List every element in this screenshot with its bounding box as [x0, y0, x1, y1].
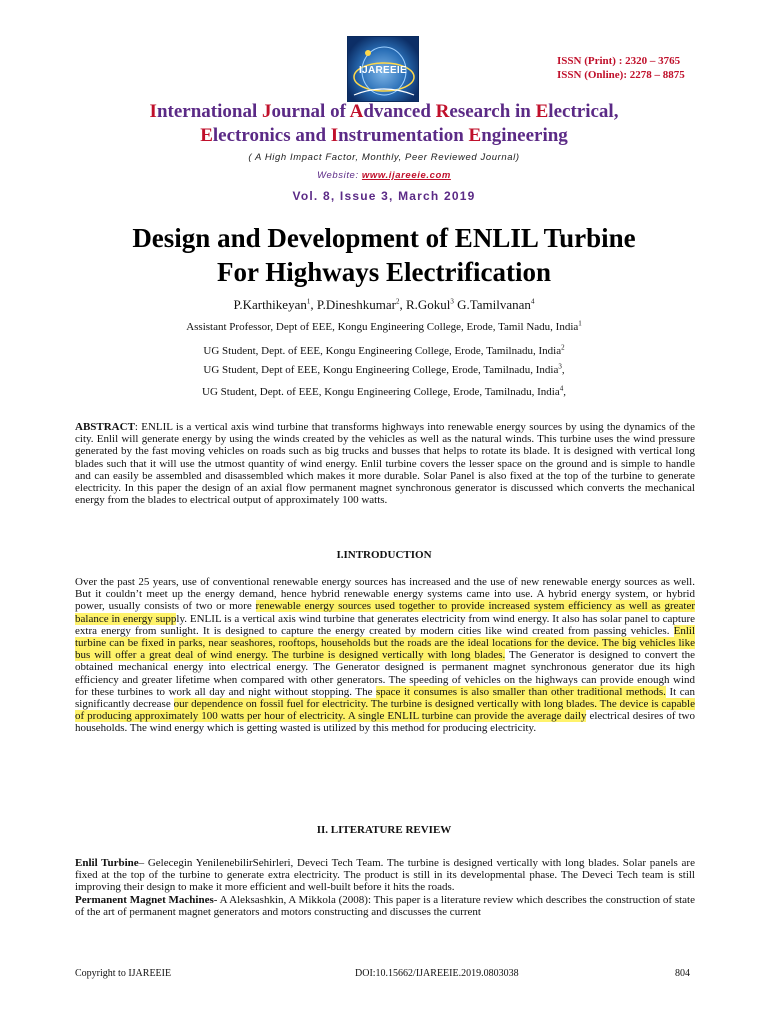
journal-title-word: dvanced: [363, 101, 436, 122]
author-list: [0, 297, 768, 313]
journal-title-initial: R: [435, 101, 450, 122]
affiliation-2: [0, 345, 768, 357]
author-separator: ,: [399, 297, 406, 312]
intro-text-segment: It can significantly decrease: [75, 685, 695, 711]
journal-subtitle: ( A High Impact Factor, Monthly, Peer Reviewed Journal): [248, 152, 520, 163]
intro-text-segment: electrical desires of two households. The wind energy which is getting wasted is utilized by this method for producing electricity.: [75, 710, 695, 735]
journal-title: [0, 100, 768, 148]
author-superscript: 3: [450, 297, 454, 306]
journal-title-initial: E: [468, 125, 482, 146]
volume-issue: Vol. 8, Issue 3, March 2019: [292, 189, 476, 203]
section-heading-literature-review: II. LITERATURE REVIEW: [316, 824, 452, 836]
affiliation-1: [0, 321, 768, 333]
affiliation-3: [0, 364, 768, 376]
author-name: P.Dineshkumar: [316, 297, 396, 312]
journal-title-line-1: [0, 100, 768, 124]
journal-title-initial: J: [261, 101, 272, 122]
journal-title-initial: E: [200, 125, 213, 146]
logo-text: IJAREEIE: [359, 65, 407, 76]
affiliation-tail: ,: [563, 386, 566, 398]
journal-title-initial: E: [535, 101, 549, 122]
paper-title: [40, 221, 728, 289]
enlil-turbine-label: Enlil Turbine: [75, 857, 139, 869]
author-name: G.Tamilvanan: [457, 297, 531, 312]
affiliation-superscript: 2: [561, 343, 565, 352]
highlighted-text: renewable energy sources used together to provide increased system efficiency as well as greater balance in energy supp: [75, 600, 696, 625]
journal-title-word: lectrical,: [548, 101, 619, 122]
author-superscript: 4: [530, 297, 535, 306]
issn-block: [557, 54, 685, 82]
abstract-label: ABSTRACT: [75, 421, 135, 433]
paper-title-line-2: For Highways Electrification: [217, 257, 551, 287]
affiliation-text: UG Student, Dept. of EEE, Kongu Engineering College, Erode, Tamilnadu, India: [203, 345, 562, 357]
intro-text-segment: The Generator is designed to convert the obtained mechanical energy into electrical energy. The Generator designed is permanent magnet synchronous generator due its high efficiency and greater lifetime when compared with other generators. The speeding of vehicles on the highways can provide enough wind for these turbines to work all day and night without stopping. The: [75, 649, 696, 698]
affiliation-superscript: 4: [559, 384, 564, 393]
journal-website: [0, 170, 768, 181]
literature-paragraph-2-text: - A Aleksashkin, A Mikkola (2008): This paper is a literature review which describes the construction of state of the art of permanent magnet generators and motors constructing and discusses the current: [75, 893, 695, 918]
journal-title-word: ournal of: [271, 101, 350, 122]
author-name: R.Gokul: [405, 297, 451, 312]
journal-title-initial: A: [349, 101, 364, 122]
intro-text-segment: Over the past 25 years, use of conventional renewable energy sources has increased and the use of new renewable energy sources as well. But it couldn’t meet up the energy demand, hence hybrid renewable energy systems came into use. A hybrid energy system, or hybrid power, usually consists of two or more: [75, 576, 695, 613]
introduction-text: [75, 576, 695, 735]
affiliation-text: Assistant Professor, Dept of EEE, Kongu Engineering College, Erode, Tamil Nadu, India: [186, 321, 579, 333]
affiliation-text: UG Student, Dept of EEE, Kongu Engineering College, Erode, Tamilnadu, India: [203, 364, 559, 376]
author-superscript: 1: [306, 297, 311, 306]
journal-title-word: ngineering: [481, 125, 568, 146]
website-link[interactable]: www.ijareeie.com: [361, 170, 451, 181]
abstract-text: : ENLIL is a vertical axis wind turbine that transforms highways into renewable energy sources by using the dynamics of the city. Enlil will generate energy by using the winds created by the vehicles as well as the natural winds. This turbine uses the wind pressure generated by the fast moving vehicles on roads such as big trucks and busses that helps to rotate its blade. It is designed with vertical long blades such that it will use the utmost quantity of wind energy. Enlil turbine covers the lesser space on the ground and is simple to handle and can easily be assembled and disassembled which makes it more durable. Solar Panel is also fixed at the top of the turbine to generate electricity. In this paper the design of an axial flow permanent magnet synchronous generator is discussed which converts the mechanical energy from the blades to electrical output of approximately 100 watts.: [75, 421, 695, 507]
journal-title-line-2: [0, 124, 768, 148]
author-separator: ,: [310, 297, 317, 312]
affiliation-4: [0, 386, 768, 398]
paper-title-line-1: Design and Development of ENLIL Turbine: [132, 223, 636, 253]
abstract: [75, 421, 695, 506]
highlighted-text: our dependence on fossil fuel for electricity. The turbine is designed vertically with long blades. The device is capable of producing approximately 100 watts per hour of electricity. A single ENLIL turbine can provide the average daily: [75, 698, 695, 723]
journal-title-word: nstrumentation: [338, 125, 469, 146]
intro-text-segment: ly. ENLIL is a vertical axis wind turbine that generates electricity from wind energy. It also has solar panel to capture extra energy from sunlight. It is designed to capture the energy created by modern cities like wind created from passing vehicles.: [75, 612, 695, 637]
journal-title-word: nternational: [156, 101, 262, 122]
section-heading-introduction: I.INTRODUCTION: [336, 549, 432, 561]
affiliation-superscript: 1: [578, 319, 582, 328]
highlighted-text: space it consumes is also smaller than other traditional methods.: [375, 685, 666, 698]
issn-print: ISSN (Print) : 2320 – 3765: [557, 55, 681, 67]
journal-title-word: esearch in: [449, 101, 536, 122]
footer-doi: DOI:10.15662/IJAREEIE.2019.0803038: [355, 968, 519, 979]
footer-copyright: Copyright to IJAREEIE: [75, 968, 172, 979]
affiliation-tail: ,: [561, 364, 565, 376]
highlighted-text: Enlil turbine can be fixed in parks, near seashores, rooftops, households but the roads are the ideal locations for the device. The big vehicles like bus will offer a great deal of wind energy. The turbine is designed vertically with long blades.: [75, 624, 695, 662]
literature-paragraph-1-text: – Gelecegin YenilenebilirSehirleri, Deveci Tech Team. The turbine is designed vertically with long blades. Solar panels are fixed at the top of the turbine to generate extra electricity. The product is still in its developmental phase. The Deveci Tech team is still improving their design to make it more efficient and well-built before it hits the roads.: [75, 857, 695, 894]
author-superscript: 2: [395, 297, 400, 306]
affiliation-superscript: 3: [558, 362, 562, 371]
author-name: P.Karthikeyan: [233, 297, 307, 312]
journal-logo: [347, 36, 419, 102]
journal-title-word: lectronics and: [212, 125, 331, 146]
footer-page-number: 804: [675, 968, 690, 979]
affiliation-text: UG Student, Dept. of EEE, Kongu Engineering College, Erode, Tamilnadu, India: [202, 386, 560, 398]
issn-online: ISSN (Online): 2278 – 8875: [557, 69, 685, 81]
literature-paragraph-1: [75, 857, 695, 918]
journal-title-initial: I: [330, 125, 339, 146]
journal-title-initial: I: [149, 101, 157, 122]
website-label: Website:: [317, 170, 362, 181]
permanent-magnet-label: Permanent Magnet Machines: [75, 893, 214, 906]
